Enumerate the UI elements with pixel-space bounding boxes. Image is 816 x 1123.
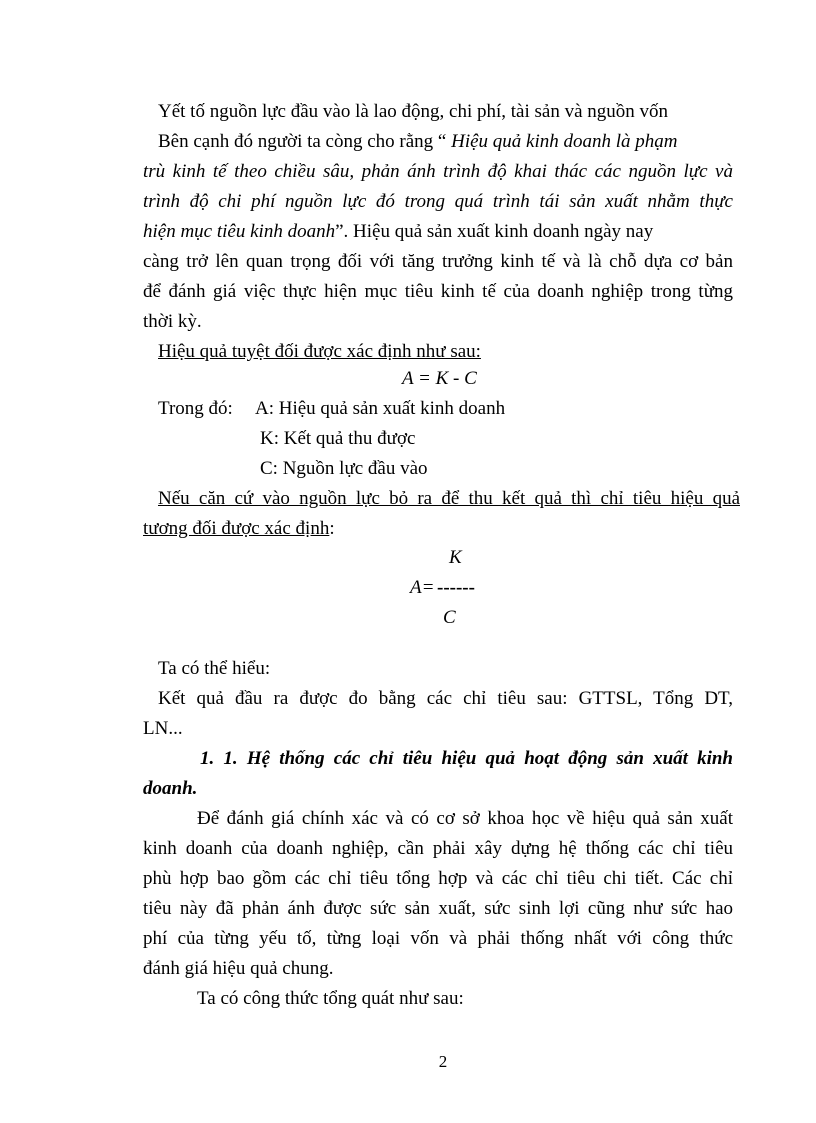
paragraph-inputs: [158, 97, 668, 127]
understanding-intro: Ta có thể hiểu:: [158, 658, 271, 679]
paragraph-line: thời kỳ.: [143, 311, 202, 332]
section-body-line: phí của từng yếu tố, từng loại vốn và phải thống nhất với công thức: [143, 928, 733, 949]
paragraph-text: ”. Hiệu quả sản xuất kinh doanh ngày nay: [335, 221, 654, 242]
relative-efficiency-label: tương đối được xác định: [143, 518, 330, 539]
paragraph-text: Bên cạnh đó người ta còng cho rằng “: [158, 131, 452, 152]
paragraph-line: để đánh giá việc thực hiện mục tiêu kinh tế của doanh nghiệp trong từng: [143, 281, 733, 302]
paragraph-definition-line: [143, 217, 653, 247]
relative-efficiency-intro: Nếu căn cứ vào nguồn lực bỏ ra để thu kết quả thì chỉ tiêu hiệu quả: [158, 488, 740, 509]
definition-k: K: Kết quả thu được: [260, 428, 416, 449]
output-metrics-line: LN...: [143, 718, 183, 739]
section-body-line: đánh giá hiệu quả chung.: [143, 958, 334, 979]
section-body-line: Để đánh giá chính xác và có cơ sở khoa học về hiệu quả sản xuất: [197, 808, 733, 829]
fraction-numerator: K: [449, 547, 462, 568]
italic-quote-text: hiện mục tiêu kinh doanh: [143, 221, 336, 242]
colon: :: [329, 518, 335, 539]
section-body-line: kinh doanh của doanh nghiệp, cần phải xây dựng hệ thống các chỉ tiêu: [143, 838, 733, 859]
section-body-line: tiêu này đã phản ánh được sức sản xuất, sức sinh lợi cũng như sức hao: [143, 898, 733, 919]
fraction-lhs: A=: [410, 577, 435, 598]
absolute-efficiency-formula: A = K - C: [402, 368, 477, 389]
absolute-efficiency-title: Hiệu quả tuyệt đối được xác định như sau:: [158, 341, 481, 362]
paragraph-text: Yết tố nguồn lực đầu vào là lao động, chi phí, tài sản và nguồn vốn: [158, 101, 669, 122]
definition-c: C: Nguồn lực đầu vào: [260, 458, 428, 479]
where-label: Trong đó:: [158, 398, 233, 419]
definition-a: A: Hiệu quả sản xuất kinh doanh: [255, 398, 506, 419]
italic-quote-line: trình độ chi phí nguồn lực đó trong quá trình tái sản xuất nhằm thực: [143, 191, 733, 212]
fraction-bar: ------: [437, 577, 475, 598]
italic-quote-text: Hiệu quả kinh doanh là phạm: [451, 131, 678, 152]
fraction-denominator: C: [443, 607, 456, 628]
paragraph-definition-line: [158, 127, 678, 157]
paragraph-line: càng trở lên quan trọng đối với tăng trưởng kinh tế và là chỗ dựa cơ bản: [143, 251, 733, 272]
italic-quote-line: trù kinh tế theo chiều sâu, phản ánh trình độ khai thác các nguồn lực và: [143, 161, 733, 182]
section-heading: 1. 1. Hệ thống các chỉ tiêu hiệu quả hoạt động sản xuất kinh: [200, 748, 733, 769]
relative-efficiency-intro-line2: [143, 514, 335, 544]
section-body-line: phù hợp bao gồm các chỉ tiêu tổng hợp và các chỉ tiêu chi tiết. Các chỉ: [143, 868, 733, 889]
page-number: 2: [438, 1052, 448, 1071]
output-metrics-line: Kết quả đầu ra được đo bằng các chỉ tiêu sau: GTTSL, Tổng DT,: [158, 688, 733, 709]
section-body-line: Ta có công thức tổng quát như sau:: [197, 988, 464, 1009]
section-heading-continued: doanh.: [143, 778, 198, 799]
